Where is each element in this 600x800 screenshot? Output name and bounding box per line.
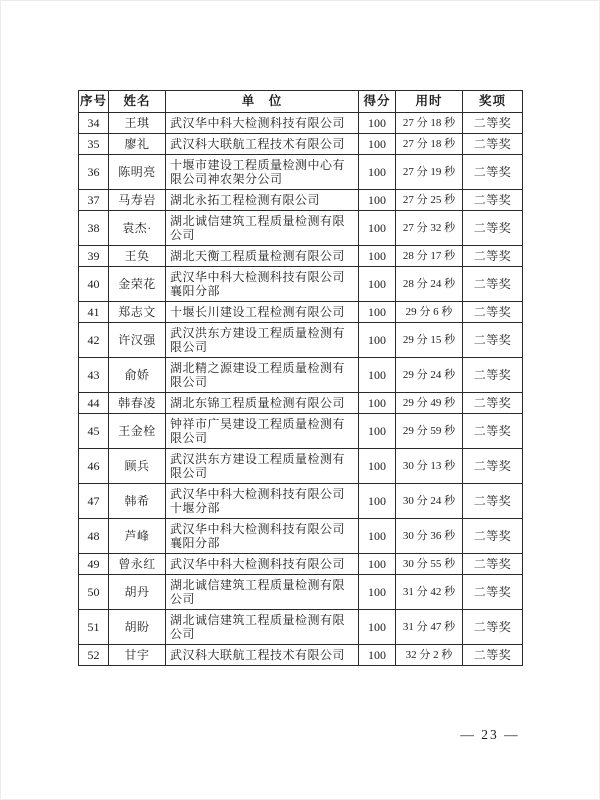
table-row	[79, 155, 523, 190]
cell-score: 100	[359, 484, 396, 519]
table-row	[79, 113, 523, 134]
cell-unit: 湖北精之源建设工程质量检测有限公司	[166, 358, 359, 393]
cell-time: 27 分 32 秒	[396, 211, 463, 246]
cell-name: 胡丹	[109, 575, 166, 610]
cell-award: 二等奖	[463, 246, 523, 267]
cell-number: 41	[79, 302, 109, 323]
table-row	[79, 645, 523, 666]
cell-award: 二等奖	[463, 554, 523, 575]
table-row	[79, 449, 523, 484]
cell-time: 27 分 19 秒	[396, 155, 463, 190]
results-table-body	[79, 113, 523, 666]
cell-score: 100	[359, 393, 396, 414]
column-header-time: 用时	[396, 91, 463, 113]
column-header-unit: 单 位	[166, 91, 359, 113]
table-row	[79, 267, 523, 302]
cell-score: 100	[359, 113, 396, 134]
cell-score: 100	[359, 134, 396, 155]
cell-number: 37	[79, 190, 109, 211]
cell-name: 胡盼	[109, 610, 166, 645]
cell-award: 二等奖	[463, 484, 523, 519]
column-header-number: 序号	[79, 91, 109, 113]
cell-score: 100	[359, 302, 396, 323]
cell-unit: 武汉华中科大检测科技有限公司十堰分部	[166, 484, 359, 519]
table-row	[79, 211, 523, 246]
cell-unit: 湖北诚信建筑工程质量检测有限公司	[166, 575, 359, 610]
cell-time: 29 分 6 秒	[396, 302, 463, 323]
cell-time: 27 分 25 秒	[396, 190, 463, 211]
cell-unit: 武汉科大联航工程技术有限公司	[166, 645, 359, 666]
cell-name: 廖礼	[109, 134, 166, 155]
cell-score: 100	[359, 211, 396, 246]
cell-time: 30 分 55 秒	[396, 554, 463, 575]
cell-award: 二等奖	[463, 134, 523, 155]
cell-unit: 武汉华中科大检测科技有限公司	[166, 113, 359, 134]
cell-name: 许汉强	[109, 323, 166, 358]
cell-award: 二等奖	[463, 267, 523, 302]
cell-number: 52	[79, 645, 109, 666]
cell-award: 二等奖	[463, 113, 523, 134]
cell-score: 100	[359, 610, 396, 645]
cell-score: 100	[359, 645, 396, 666]
table-row	[79, 358, 523, 393]
column-header-name: 姓名	[109, 91, 166, 113]
cell-award: 二等奖	[463, 302, 523, 323]
cell-number: 50	[79, 575, 109, 610]
cell-unit: 武汉洪东方建设工程质量检测有限公司	[166, 449, 359, 484]
column-header-award: 奖项	[463, 91, 523, 113]
table-row	[79, 393, 523, 414]
cell-unit: 湖北诚信建筑工程质量检测有限公司	[166, 610, 359, 645]
cell-award: 二等奖	[463, 155, 523, 190]
results-table-header	[79, 91, 523, 113]
table-row	[79, 246, 523, 267]
cell-award: 二等奖	[463, 358, 523, 393]
cell-number: 34	[79, 113, 109, 134]
table-row	[79, 134, 523, 155]
cell-award: 二等奖	[463, 190, 523, 211]
cell-score: 100	[359, 358, 396, 393]
table-row	[79, 302, 523, 323]
cell-name: 韩春凌	[109, 393, 166, 414]
column-header-score: 得分	[359, 91, 396, 113]
cell-number: 48	[79, 519, 109, 554]
cell-unit: 武汉洪东方建设工程质量检测有限公司	[166, 323, 359, 358]
cell-time: 31 分 42 秒	[396, 575, 463, 610]
table-row	[79, 190, 523, 211]
cell-unit: 武汉华中科大检测科技有限公司	[166, 554, 359, 575]
cell-number: 35	[79, 134, 109, 155]
cell-score: 100	[359, 267, 396, 302]
cell-name: 芦峰	[109, 519, 166, 554]
cell-award: 二等奖	[463, 575, 523, 610]
cell-time: 30 分 13 秒	[396, 449, 463, 484]
cell-number: 43	[79, 358, 109, 393]
table-row	[79, 519, 523, 554]
cell-time: 28 分 17 秒	[396, 246, 463, 267]
cell-time: 29 分 15 秒	[396, 323, 463, 358]
cell-time: 28 分 24 秒	[396, 267, 463, 302]
cell-unit: 钟祥市广昊建设工程质量检测有限公司	[166, 414, 359, 449]
cell-time: 27 分 18 秒	[396, 134, 463, 155]
cell-number: 44	[79, 393, 109, 414]
cell-number: 51	[79, 610, 109, 645]
cell-score: 100	[359, 246, 396, 267]
cell-score: 100	[359, 575, 396, 610]
cell-award: 二等奖	[463, 414, 523, 449]
cell-time: 30 分 24 秒	[396, 484, 463, 519]
cell-score: 100	[359, 519, 396, 554]
cell-unit: 十堰市建设工程质量检测中心有限公司神农架分公司	[166, 155, 359, 190]
table-row	[79, 323, 523, 358]
cell-name: 王金栓	[109, 414, 166, 449]
cell-score: 100	[359, 414, 396, 449]
cell-number: 42	[79, 323, 109, 358]
cell-time: 30 分 36 秒	[396, 519, 463, 554]
cell-unit: 湖北东锦工程质量检测有限公司	[166, 393, 359, 414]
cell-number: 49	[79, 554, 109, 575]
cell-time: 29 分 49 秒	[396, 393, 463, 414]
cell-score: 100	[359, 323, 396, 358]
table-row	[79, 484, 523, 519]
cell-number: 46	[79, 449, 109, 484]
cell-name: 曾永红	[109, 554, 166, 575]
table-row	[79, 414, 523, 449]
cell-time: 29 分 59 秒	[396, 414, 463, 449]
cell-award: 二等奖	[463, 645, 523, 666]
cell-number: 38	[79, 211, 109, 246]
cell-name: 王琪	[109, 113, 166, 134]
cell-time: 27 分 18 秒	[396, 113, 463, 134]
cell-name: 俞娇	[109, 358, 166, 393]
cell-unit: 湖北诚信建筑工程质量检测有限公司	[166, 211, 359, 246]
cell-time: 29 分 24 秒	[396, 358, 463, 393]
cell-name: 陈明亮	[109, 155, 166, 190]
cell-score: 100	[359, 449, 396, 484]
cell-score: 100	[359, 554, 396, 575]
cell-number: 47	[79, 484, 109, 519]
cell-name: 甘宇	[109, 645, 166, 666]
cell-number: 45	[79, 414, 109, 449]
cell-time: 31 分 47 秒	[396, 610, 463, 645]
cell-name: 王奂	[109, 246, 166, 267]
cell-award: 二等奖	[463, 519, 523, 554]
cell-award: 二等奖	[463, 393, 523, 414]
table-row	[79, 554, 523, 575]
cell-name: 顾兵	[109, 449, 166, 484]
cell-unit: 武汉华中科大检测科技有限公司襄阳分部	[166, 519, 359, 554]
cell-unit: 武汉科大联航工程技术有限公司	[166, 134, 359, 155]
header-row	[79, 91, 523, 113]
cell-name: 韩希	[109, 484, 166, 519]
results-table	[78, 90, 523, 666]
cell-award: 二等奖	[463, 610, 523, 645]
cell-award: 二等奖	[463, 211, 523, 246]
cell-score: 100	[359, 155, 396, 190]
cell-award: 二等奖	[463, 449, 523, 484]
cell-time: 32 分 2 秒	[396, 645, 463, 666]
cell-unit: 湖北永拓工程检测有限公司	[166, 190, 359, 211]
table-row	[79, 575, 523, 610]
cell-number: 40	[79, 267, 109, 302]
cell-unit: 十堰长川建设工程检测有限公司	[166, 302, 359, 323]
cell-name: 郑志文	[109, 302, 166, 323]
cell-name: 金荣花	[109, 267, 166, 302]
cell-number: 39	[79, 246, 109, 267]
cell-unit: 武汉华中科大检测科技有限公司襄阳分部	[166, 267, 359, 302]
cell-award: 二等奖	[463, 323, 523, 358]
cell-name: 马寿岩	[109, 190, 166, 211]
cell-unit: 湖北天衡工程质量检测有限公司	[166, 246, 359, 267]
cell-name: 袁杰·	[109, 211, 166, 246]
page-number: — 23 —	[460, 727, 520, 742]
cell-score: 100	[359, 190, 396, 211]
cell-number: 36	[79, 155, 109, 190]
table-row	[79, 610, 523, 645]
